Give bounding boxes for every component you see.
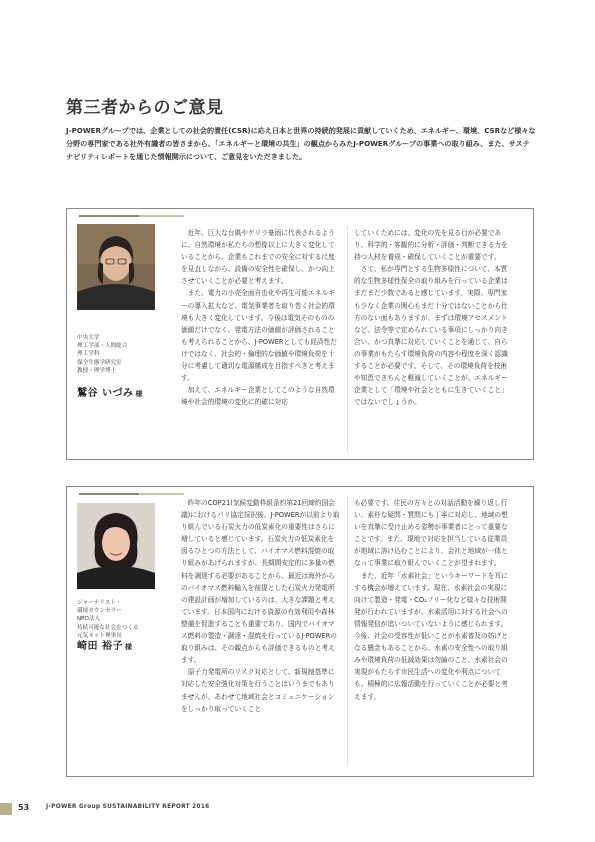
paragraph: また、近年「水素社会」というキーワードを耳にする機会が増えています。現在、水素社会の実現に向けて製造・発電・CO₂フリー化など様々な技術開発が行われていますが、水素活用に対する社会への情報発信が追いついていないように感じられます。今後、社会の受容性が低いことが水素普及の妨げとなる懸念もあることから、水素の安全性への取り組みや環境負荷の低減効果は勿論のこと、水素社会の実現がもたらす市民生活への変化や利点についても、積極的に広報活動を行っていくことが必要と考えます。 (354, 571, 508, 701)
affiliation (77, 599, 163, 640)
opinion-column-2 (354, 227, 513, 408)
paragraph: 原子力発電所のリスク対応として、新規制基準に対応した安全強化対策を行うことはいうまでもありませんが、あわせて地域社会とコミュニケーションをしっかり取っていくこと (181, 668, 335, 713)
name-text: 鷲谷 いづみ (77, 388, 134, 399)
affiliation-line: 中央大学 (77, 335, 100, 341)
affiliation-line: 持続可能な社会をつくる (77, 624, 139, 631)
paragraph: 加えて、エネルギー企業としてこのような自然環境や社会的環境の変化に的確に対応 (181, 386, 335, 407)
affiliation-line: 元気ネット理事長 (77, 632, 122, 639)
footer-tab-marker (0, 803, 12, 815)
portrait-photo (77, 503, 155, 589)
affiliation-line: ジャーナリスト・ (77, 600, 122, 606)
page-footer (0, 803, 595, 817)
paragraph: も必要です。住民の方々との対話活動を繰り返し行い、素朴な疑問・質問にも丁寧に対応し、地域の想いを真摯に受け止める姿勢が事業者にとって重要なことです。また、現地で対応を担当している従業員が地域に溶け込むことにより、会社と地域が一体となって事業に取り組んでいくことが望まれます。 (354, 499, 508, 568)
affiliation-line: 保全生態学研究室 (77, 359, 122, 366)
opinion-box-washitani (66, 208, 534, 460)
paragraph: さて、私が専門とする生物多様性について、本質的な生物多様性保全の取り組みを行っている企業はまだまだ少数であると感じています。実際、専門家も少なく企業の関心もまだ十分ではないことから仕方のない面もありますが、まずは環境アセスメントなど、法令等で定められている事項にしっかり向き合い、かつ真摯に対応していくことを通じて、自らの事業がもたらす環境負荷の内容や程度を深く認識することが必要です。そして、その環境負荷を技術や知恵できちんと軽減していくことが、エネルギー企業として「環境や社会とともに生きていくこと」ではないでしょうか。 (354, 265, 508, 407)
affiliation-line: 理工学部・人間総合 (77, 343, 128, 350)
column-divider (347, 227, 348, 451)
accent-bar (79, 493, 139, 495)
page-number: 53 (18, 803, 30, 812)
report-title: J-POWER Group SUSTAINABILITY REPORT 2016 (46, 804, 210, 810)
affiliation-line: NPO法人 (77, 616, 101, 623)
affiliation-line: 教授・理学博士 (77, 367, 117, 374)
portrait-image (77, 224, 155, 310)
paragraph: 近年、巨大な台風やゲリラ豪雨に代表されるように、自然環境が私たちの想像以上に大きく変化していることから、企業もこれまでの安全に対する尺度を見直しながら、設備の安全性を確保し、かつ向上させていくことが必要と考えます。 (181, 229, 335, 286)
paragraph: 昨年のCOP21(気候変動枠組条約第21回締約国会議)におけるパリ協定採択後、J-POWERが以前より取り組んでいる石炭火力の低炭素化の重要性はさらに増していると感じています。石炭火力の低炭素化を図るひとつの方法として、バイオマス燃料混焼の取り組みがあげられますが、長期間安定的に多量の燃料を調達する必要があることから、最近は海外からのバイオマス燃料輸入を前提とした石炭火力発電所の建設計画が増加しているのは、大きな課題と考えています。日本国内における資源の有効利用や森林整備を促進することも重要であり、国内でバイオマス燃料の製造・調達・混焼を行っているJ-POWERの取り組みは、その観点からも評価できるものと考えます。 (181, 499, 340, 665)
affiliation (77, 334, 163, 375)
name-text: 崎田 裕子 (77, 641, 123, 652)
affiliation-line: 環境カウンセラー (77, 608, 122, 615)
portrait-image (77, 503, 155, 589)
page-title: 第三者からのご意見 (66, 98, 224, 118)
paragraph: また、電力の小売全面自由化や再生可能エネルギーの導入拡大など、電気事業者を取り巻く社会的環境も大きく変化しています。今後は電気そのものの価値だけでなく、発電方法の価値が評価されることも考えられることから、J-POWERとしても経済性だけではなく、社会的・倫理的な価値や環境負荷を十分に考慮して適切な電源構成を目指すべきと考えます。 (181, 289, 337, 383)
opinion-column-1 (181, 497, 340, 715)
opinion-column-1 (181, 227, 340, 408)
person-name (77, 637, 132, 652)
intro-text: J-POWERグループでは、企業としての社会的責任(CSR)に応え日本と世界の持続的発展に貢献していくため、エネルギー、環境、CSRなど様々な分野の専門家である社外有識者の皆さまから、「エネルギーと環境の共生」の観点からみたJ-POWERグループの事業への取り組み、また、サステナビリティレポートを通じた情報開示について、ご意見をいただきました。 (66, 126, 536, 161)
paragraph: していくためには、変化の先を見る目が必要であり、科学的・客観的に分析・評価・判断できる力を持つ人材を養成・確保していくことが重要です。 (354, 229, 508, 262)
portrait-photo (77, 224, 155, 310)
affiliation-line: 理工学科 (77, 351, 100, 358)
column-divider (347, 497, 348, 765)
opinion-column-2 (354, 497, 513, 703)
person-name (77, 384, 143, 399)
accent-bar (79, 215, 139, 217)
opinion-box-sakita (66, 486, 534, 777)
honorific: 様 (124, 643, 133, 651)
honorific: 様 (135, 390, 143, 398)
